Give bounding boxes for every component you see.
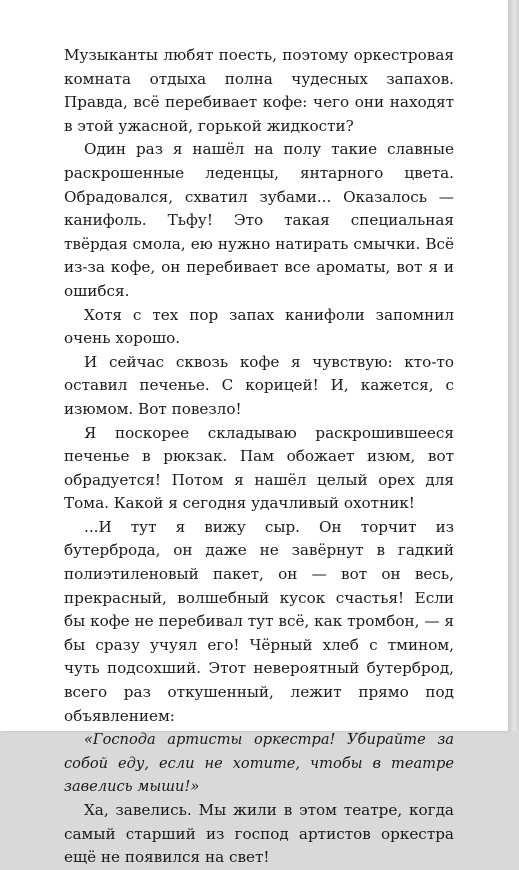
paragraph-1: Музыканты любят поесть, поэтому оркестровая комната отдыха полна чудесных запахов. Правда, всё перебивает кофе: чего они находят в этой ужасной, горькой жидкости?: [64, 46, 454, 135]
paragraph-5: Я поскорее складываю раскрошившееся печенье в рюкзак. Пам обожает изюм, вот обрадуется! Потом я нашёл целый орех для Тома. Какой я сегодня удачливый охотник!: [64, 423, 454, 513]
paragraph-2: Один раз я нашёл на полу такие славные раскрошенные леденцы, янтарного цвета. Обрадовался, схватил зубами... Оказалось — канифоль. Тьфу! Это такая специальная твёрдая смола, ею нужно натирать смычки. Всё из-за кофе, он перебивает все ароматы, вот я и ошибся.: [64, 140, 454, 300]
paragraph-4: И сейчас сквозь кофе я чувствую: кто-то оставил печенье. С корицей! И, кажется, с изюмом. Вот повезло!: [64, 352, 454, 418]
page-edge-shadow: [508, 0, 519, 731]
paragraph-3: Хотя с тех пор запах канифоли запомнил очень хорошо.: [64, 305, 454, 348]
notice-quote: «Господа артисты оркестра! Убирайте за собой еду, если не хотите, чтобы в театре завелись мыши!»: [64, 731, 454, 796]
paragraph-8: Ха, завелись. Мы жили в этом театре, когда самый старший из господ артистов оркестра ещё не появился на свет!: [64, 801, 454, 867]
paragraph-6: ...И тут я вижу сыр. Он торчит из бутерброда, он даже не завёрнут в гадкий полиэтиленовый пакет, он — вот он весь, прекрасный, волшебный кусок счастья! Если бы кофе не перебивал тут всё, как тромбон, — я бы сразу учуял его! Чёрный хлеб с тмином, чуть подсохший. Этот невероятный бутерброд, всего раз откушенный, лежит прямо под объявлением:: [64, 517, 454, 725]
page-text: [64, 44, 454, 870]
